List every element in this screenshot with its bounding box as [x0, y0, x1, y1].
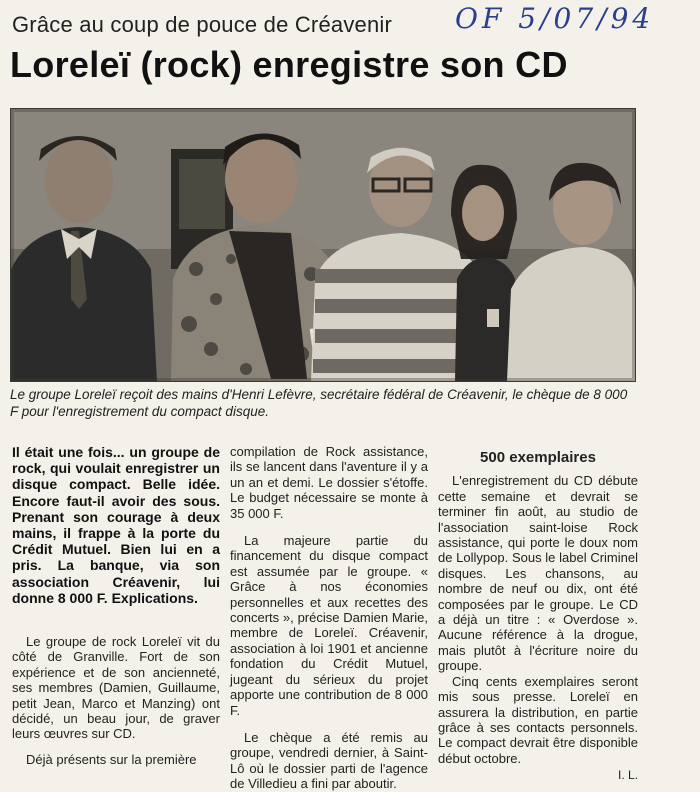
article-paragraph: L'enregistrement du CD débute cette semaine et devrait se terminer fin août, au studio de l'association saint-loise Rock assistance, qui porte le doux nom de Lollypop. Sous le label Criminel disques. Les chansons, au nombre de neuf ou dix, ont été composées par le groupe. Le CD a déjà un titre : « Overdose ». Aucune référence à la drogue, mais plutôt à l'écriture noire du groupe. [438, 473, 638, 674]
article-lede: Il était une fois... un groupe de rock, qui voulait enregistrer un disque compact. Belle idée. Encore faut-il avoir des sous. Prenant son courage à deux mains, il frappe à la porte du Crédit Mutuel. Bien lui en a pris. La banque, via son association Créavenir, lui donne 8 000 F. Explications. [12, 444, 220, 606]
subheading: 500 exemplaires [480, 449, 596, 466]
handwritten-date-note: OF 5/07/94 [455, 2, 655, 35]
article-column-1 [12, 444, 220, 767]
photo-caption: Le groupe Loreleï reçoit des mains d'Henri Lefèvre, secrétaire fédéral de Créavenir, le chèque de 8 000 F pour l'enregistrement du compact disque. [10, 387, 628, 419]
article-paragraph: La majeure partie du financement du disque compact est assumée par le groupe. « Grâce à nos économies personnelles et aux recettes des concerts », précise Damien Marie, membre de Loreleï. Créavenir, association à loi 1901 et ancienne fondation du Crédit Mutuel, jugeant du sérieux du projet apporte une contribution de 8 000 F. [230, 533, 428, 718]
article-paragraph: Déjà présents sur la première [26, 751, 197, 767]
author-signature: I. L. [617, 768, 638, 783]
article-paragraph: Le groupe de rock Loreleï vit du côté de Granville. Fort de son expérience et de son ancienneté, ses membres (Damien, Guillaume, petit Jean, Marco et Manzing) ont décidé, un beau jour, de graver leurs œuvres sur CD. [12, 634, 220, 742]
article-column-2 [230, 444, 428, 792]
article-paragraph: Le chèque a été remis au groupe, vendredi dernier, à Saint-Lô où le dossier parti de l'agence de Villedieu a fini par aboutir. [230, 729, 428, 792]
headline: Loreleï (rock) enregistre son CD [10, 44, 568, 85]
kicker: Grâce au coup de pouce de Créavenir [12, 12, 393, 37]
article-paragraph: compilation de Rock assistance, ils se lancent dans l'aventure il y a un an et demi. Le dossier s'étoffe. Le budget nécessaire se monte à 35 000 F. [230, 444, 428, 521]
article-column-3 [438, 444, 638, 784]
article-paragraph: Cinq cents exemplaires seront mis sous presse. Loreleï en assurera la distribution, en partie grâce à ses contacts personnels. Le compact devrait être disponible début octobre. [438, 673, 638, 766]
group-photo [10, 108, 636, 382]
group-photo-illustration [11, 109, 635, 381]
